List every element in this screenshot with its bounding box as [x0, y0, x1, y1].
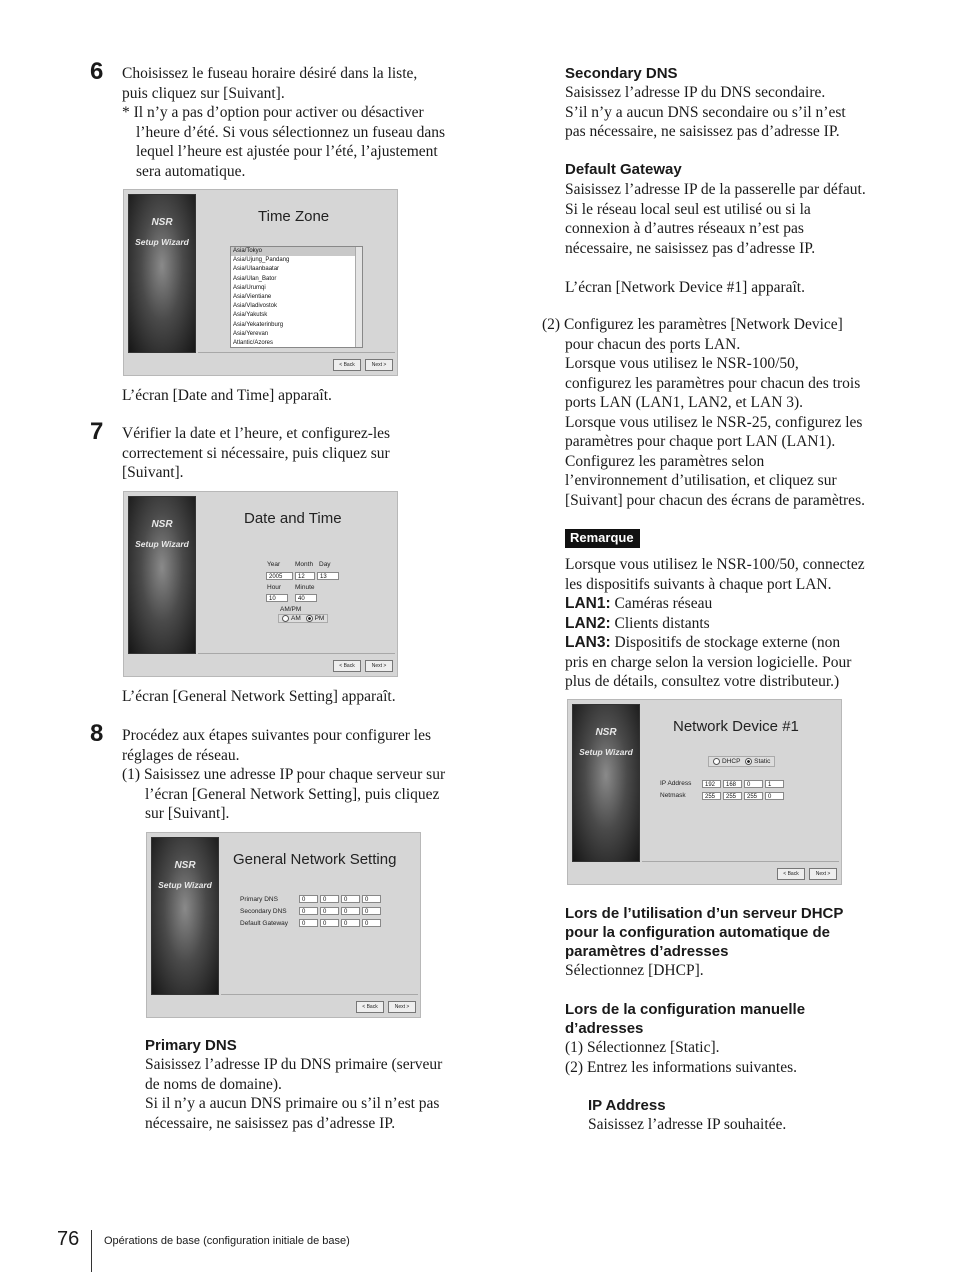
dns-octet-field[interactable]: 0: [362, 907, 381, 915]
timezone-item[interactable]: Asia/Ulan_Bator: [233, 275, 277, 282]
ip-octet-field[interactable]: 1: [765, 780, 784, 788]
screen-title: General Network Setting: [233, 851, 397, 868]
remarque-badge: Remarque: [565, 529, 640, 548]
timezone-item[interactable]: Asia/Ujung_Pandang: [233, 257, 290, 264]
netmask-octet-field[interactable]: 255: [744, 792, 763, 800]
dhcp-radio[interactable]: [713, 758, 720, 765]
timezone-item[interactable]: Asia/Vladivostok: [233, 303, 278, 310]
primary-dns-text: Saisissez l’adresse IP du DNS primaire (serveur de noms de domaine). Si il n’y a aucun DNS primaire ou s’il n’est pas nécessaire, ne saisissez pas d’adresse IP.: [145, 1056, 443, 1132]
step-number-8: 8: [90, 720, 104, 747]
wizard-sidebar: NSR Setup Wizard: [128, 496, 196, 654]
timezone-item[interactable]: Asia/Vientiane: [233, 294, 272, 301]
day-field[interactable]: 13: [317, 572, 339, 580]
screenshot-date-and-time: NSR Setup Wizard Date and Time Year Month Day 2005 12 13 Hour Minute 10 40 AM/PM AM PM < Back Next >: [123, 491, 398, 677]
remarque-text: Lorsque vous utilisez le NSR-100/50, connectez les dispositifs suivants à chaque port LAN. LAN1: Caméras réseau LAN2: Clients distants LAN3: Dispositifs de stockage externe (non pris en charge selon la version logicielle. Pour plus de détails, consultez votre distributeur.): [565, 556, 865, 690]
dns-octet-field[interactable]: 0: [362, 895, 381, 903]
timezone-item[interactable]: Asia/Yakutsk: [233, 312, 268, 319]
screen-title: Network Device #1: [673, 718, 799, 735]
wizard-sidebar: NSR Setup Wizard: [572, 704, 640, 862]
step7-after: L’écran [General Network Setting] apparaît.: [122, 688, 396, 705]
separator: [221, 994, 418, 995]
step7-text: Vérifier la date et l’heure, et configurez-les correctement si nécessaire, puis cliquez sur [Suivant].: [122, 425, 391, 481]
timezone-item[interactable]: Asia/Tokyo: [231, 247, 362, 256]
wizard-sidebar: NSR Setup Wizard: [128, 194, 196, 353]
screenshot-network-device: NSR Setup Wizard Network Device #1 DHCP Static IP Address Netmask 192 168 0 1 255 255 255 0 < Back Next >: [567, 699, 842, 885]
page-number: 76: [57, 1228, 80, 1250]
wizard-sidebar: NSR Setup Wizard: [151, 837, 219, 995]
next-button[interactable]: Next >: [809, 868, 837, 880]
ip-octet-field[interactable]: 168: [723, 780, 742, 788]
default-gateway-heading: Default Gateway: [565, 161, 682, 178]
dns-octet-field[interactable]: 0: [362, 919, 381, 927]
netmask-octet-field[interactable]: 255: [702, 792, 721, 800]
timezone-item[interactable]: Asia/Yerevan: [233, 330, 269, 337]
back-button[interactable]: < Back: [356, 1001, 384, 1013]
ip-address-text: Saisissez l’adresse IP souhaitée.: [588, 1116, 787, 1133]
dhcp-heading: Lors de l’utilisation d’un serveur DHCP pour la configuration automatique de paramètres d’adresses: [565, 905, 844, 960]
step-number-7: 7: [90, 418, 104, 445]
dns-octet-field[interactable]: 0: [320, 919, 339, 927]
separator: [198, 653, 395, 654]
next-button[interactable]: Next >: [388, 1001, 416, 1013]
pm-radio[interactable]: [306, 615, 313, 622]
dns-octet-field[interactable]: 0: [341, 895, 360, 903]
timezone-item[interactable]: Atlantic/Azores: [233, 340, 274, 347]
dns-octet-field[interactable]: 0: [299, 895, 318, 903]
separator: [198, 352, 395, 353]
dns-octet-field[interactable]: 0: [341, 919, 360, 927]
timezone-item[interactable]: Asia/Yekaterinburg: [233, 321, 284, 328]
ampm-group: AM PM: [278, 614, 328, 623]
step6-text: Choisissez le fuseau horaire désiré dans la liste, puis cliquez sur [Suivant]. * Il n’y a pas d’option pour activer ou désactiver l’heure d’été. Si vous sélectionnez un fuseau dans lequel l’heure est ajustée pour l’été, l’ajustement sera automatique.: [122, 65, 446, 180]
primary-dns-heading: Primary DNS: [145, 1037, 237, 1054]
default-gateway-text: Saisissez l’adresse IP de la passerelle par défaut. Si le réseau local seul est utilisé ou si la connexion à d’autres réseaux n’est pas nécessaire, ne saisissez pas d’adresse IP. L’écran [Network Device #1] apparaît.: [565, 181, 866, 296]
separator: [642, 861, 839, 862]
dns-octet-field[interactable]: 0: [320, 907, 339, 915]
step6-after: L’écran [Date and Time] apparaît.: [122, 387, 332, 404]
back-button[interactable]: < Back: [333, 359, 361, 371]
screenshot-general-network-setting: NSR Setup Wizard General Network Setting Primary DNS Secondary DNS Default Gateway 0 0 0 0 0 0 0 0 0 0 0 0 < Back Next >: [146, 832, 421, 1018]
screen-title: Time Zone: [258, 208, 330, 225]
sub2-text: (2) Configurez les paramètres [Network Device] pour chacun des ports LAN. Lorsque vous utilisez le NSR-100/50, configurez les paramètres pour chacun des trois ports LAN (LAN1, LAN2, et LAN 3). Lorsque vous utilisez le NSR-25, configurez les paramètres pour chaque port LAN (LAN1). Configurez les paramètres selon l’environnement d’utilisation, et cliquez sur [Suivant] pour chacun des écrans de paramètres.: [542, 316, 865, 509]
dns-octet-field[interactable]: 0: [299, 907, 318, 915]
static-radio[interactable]: [745, 758, 752, 765]
screenshot-time-zone: [123, 189, 398, 376]
list-scrollbar[interactable]: [355, 247, 362, 347]
manual-heading: Lors de la configuration manuelle d’adresses: [565, 1001, 806, 1037]
dns-octet-field[interactable]: 0: [341, 907, 360, 915]
secondary-dns-text: Saisissez l’adresse IP du DNS secondaire. S’il n’y a aucun DNS secondaire ou s’il n’est pas nécessaire, ne saisissez pas d’adresse IP.: [565, 84, 846, 140]
next-button[interactable]: Next >: [365, 359, 393, 371]
dhcp-text: Sélectionnez [DHCP].: [565, 962, 704, 979]
timezone-list[interactable]: [230, 246, 363, 348]
dns-octet-field[interactable]: 0: [320, 895, 339, 903]
am-radio[interactable]: [282, 615, 289, 622]
month-field[interactable]: 12: [295, 572, 315, 580]
footer-divider: [91, 1230, 92, 1272]
netmask-octet-field[interactable]: 0: [765, 792, 784, 800]
ip-octet-field[interactable]: 192: [702, 780, 721, 788]
year-field[interactable]: 2005: [266, 572, 293, 580]
ip-address-heading: IP Address: [588, 1097, 666, 1114]
back-button[interactable]: < Back: [777, 868, 805, 880]
timezone-item[interactable]: Asia/Urumqi: [233, 284, 266, 291]
timezone-items: [231, 247, 362, 348]
secondary-dns-heading: Secondary DNS: [565, 65, 678, 82]
mode-group: DHCP Static: [708, 756, 775, 767]
step8-text: Procédez aux étapes suivantes pour configurer les réglages de réseau. (1) Saisissez une adresse IP pour chaque serveur sur l’écran [General Network Setting], puis cliquez sur [Suivant].: [122, 727, 446, 822]
step-number-6: 6: [90, 58, 104, 85]
timezone-item[interactable]: Asia/Ulaanbaatar: [233, 266, 280, 273]
dns-octet-field[interactable]: 0: [299, 919, 318, 927]
footer-section-title: Opérations de base (configuration initiale de base): [104, 1235, 350, 1247]
next-button[interactable]: Next >: [365, 660, 393, 672]
netmask-octet-field[interactable]: 255: [723, 792, 742, 800]
back-button[interactable]: < Back: [333, 660, 361, 672]
minute-field[interactable]: 40: [295, 594, 317, 602]
screen-title: Date and Time: [244, 510, 342, 527]
ip-octet-field[interactable]: 0: [744, 780, 763, 788]
hour-field[interactable]: 10: [266, 594, 288, 602]
manual-text: (1) Sélectionnez [Static]. (2) Entrez les informations suivantes.: [565, 1039, 798, 1076]
